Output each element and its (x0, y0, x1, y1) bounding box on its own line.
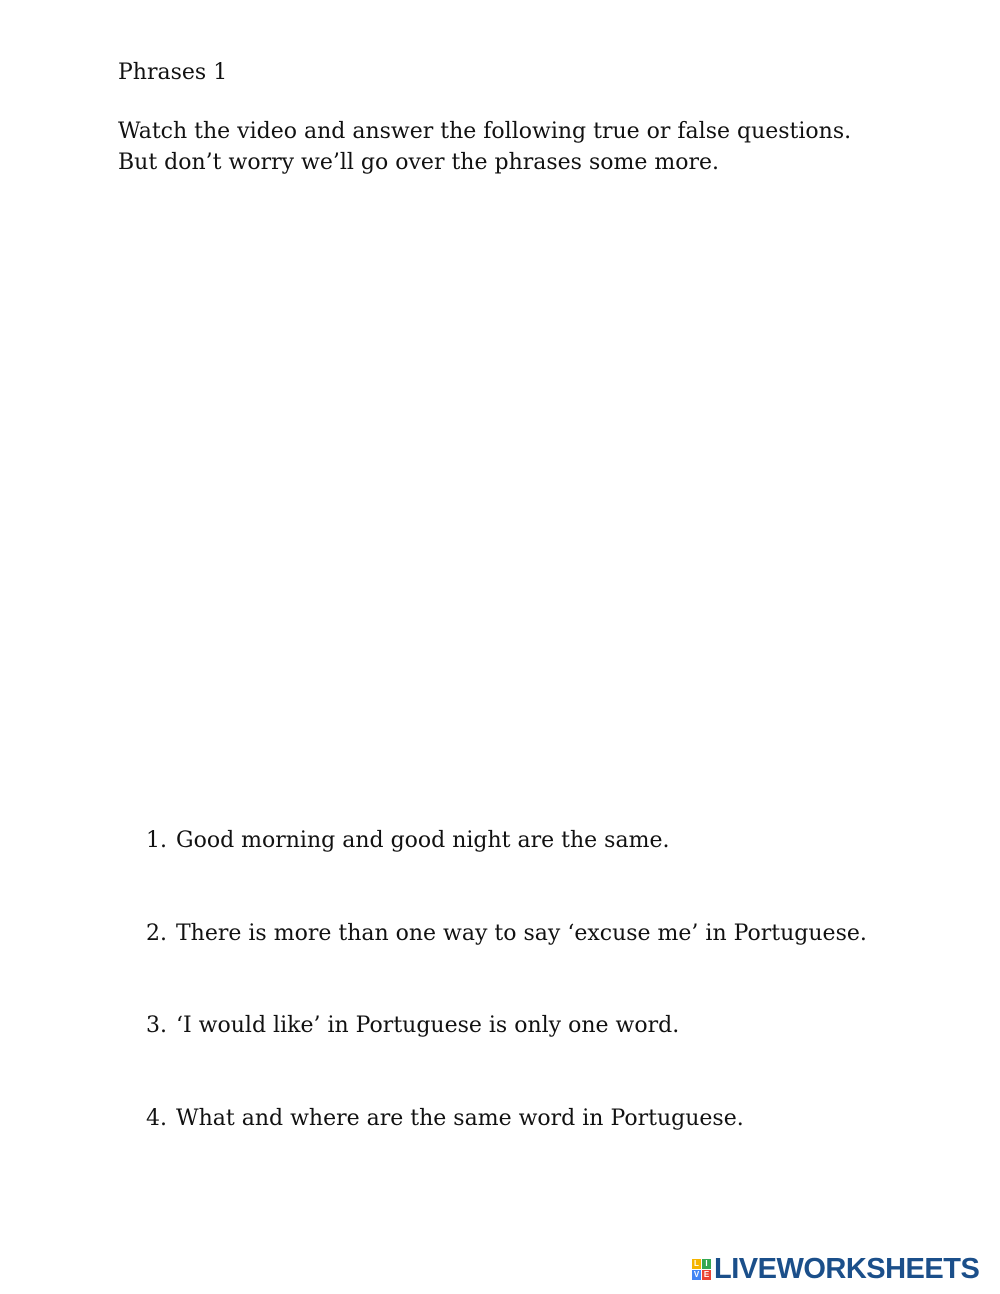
question-number: 3. (146, 1013, 167, 1039)
question-number: 2. (146, 920, 167, 946)
logo-text: LIVEWORKSHEETS (714, 1252, 980, 1285)
question-item (146, 1104, 867, 1197)
question-item (146, 919, 867, 1012)
instructions-line-2: But don’t worry we’ll go over the phrases some more. (118, 150, 720, 175)
logo-mark-cell: V (693, 1269, 700, 1279)
video-placeholder (118, 200, 882, 790)
question-item (146, 1011, 867, 1104)
page-title: Phrases 1 (118, 60, 228, 85)
instructions (118, 116, 851, 178)
question-text: There is more than one way to say ‘excuse me’ in Portuguese. (176, 920, 867, 946)
instructions-line-1: Watch the video and answer the following true or false questions. (118, 119, 852, 144)
question-item (146, 826, 867, 919)
liveworksheets-logo (692, 1253, 979, 1285)
logo-mark-cell: I (702, 1259, 711, 1269)
logo-mark-cell: E (703, 1269, 710, 1279)
question-text: ‘I would like’ in Portuguese is only one word. (176, 1013, 680, 1039)
question-list (146, 826, 867, 1197)
logo-mark-cell: L (692, 1259, 701, 1269)
logo-mark-icon (692, 1259, 711, 1280)
question-text: Good morning and good night are the same. (176, 828, 670, 853)
question-number: 4. (146, 1106, 167, 1132)
question-text: What and where are the same word in Portuguese. (176, 1106, 744, 1132)
question-number: 1. (146, 828, 167, 853)
